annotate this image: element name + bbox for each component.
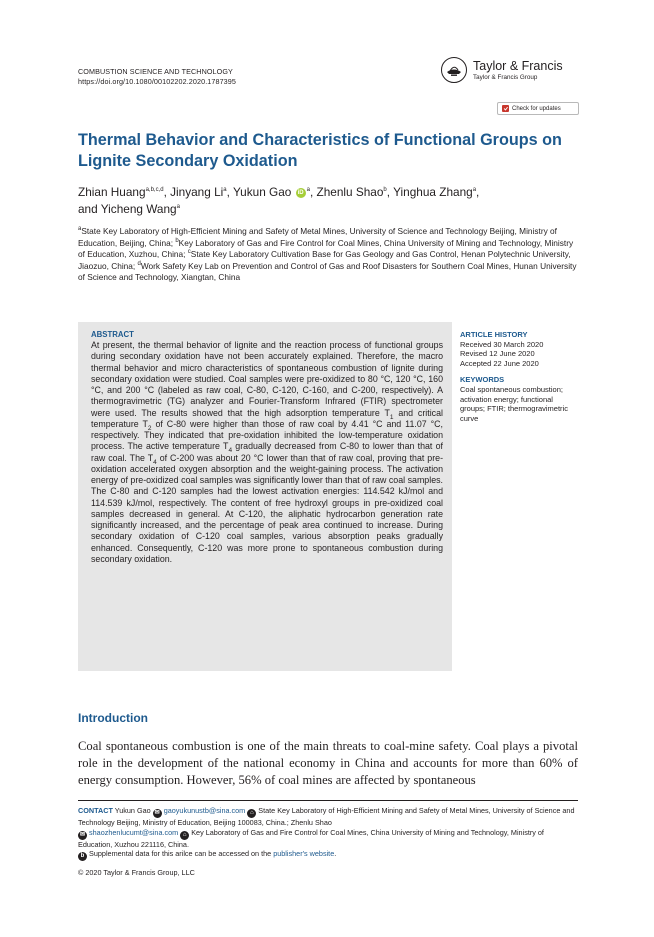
author-list: Zhian Huang$^{a,b,c,d}$, Jinyang Li$^a$, Yukun Gao iD $^a$, Zhenlu Shao$^b$, Yinghua Zhang$^a$, and Yicheng Wang$^a$ (78, 185, 480, 216)
journal-name: COMBUSTION SCIENCE AND TECHNOLOGY (78, 67, 233, 76)
revised-date: Revised 12 June 2020 (460, 349, 535, 359)
supplemental-icon: b (78, 852, 87, 861)
lamp-logo-icon (441, 57, 467, 83)
journal-header (78, 67, 236, 87)
check-for-updates-button[interactable] (497, 102, 579, 115)
article-info (460, 330, 580, 423)
introduction-text: Coal spontaneous combustion is one of the main threats to coal-mine safety. Coal plays a pivotal role in the development of the national economy in China and accounts for more than 60% of energy consumption. However, 56% of coal mines are affected by spontaneous (78, 739, 578, 788)
publisher-name: Taylor & Francis (473, 59, 563, 73)
abstract-heading: ABSTRACT (91, 330, 134, 339)
address-icon: ⌂ (180, 831, 189, 840)
keywords-text: Coal spontaneous combustion; activation energy; functional groups; FTIR; thermogravimetric curve (460, 384, 568, 423)
keywords-heading: KEYWORDS (460, 375, 505, 385)
affiliations: $^a$State Key Laboratory of High-Efficient Mining and Safety of Metal Mines, University of Science and Technology Beijing, Ministry of Education, Beijing, China; $^b$Key Laboratory of Gas and Fire Control for Coal Mines, China University of Mining and Technology, Ministry of Education, Xuzhou, China; $^c$State Key Laboratory Cultivation Base for Gas Geology and Gas Control, Henan Polytechnic University, Jiaozuo, China; $^d$Work Safety Key Lab on Prevention and Control of Gas and Roof Disasters for Southern Coal Mines, Hunan University of Science and Technology, Xiangtan, China (78, 226, 577, 282)
author[interactable]: Zhenlu Shao$^b$ (316, 185, 387, 199)
email-icon: ✉ (154, 810, 160, 816)
publisher-website-link[interactable]: publisher's website (273, 849, 335, 859)
author[interactable]: Zhian Huang$^{a,b,c,d}$ (78, 185, 164, 199)
copyright: © 2020 Taylor & Francis Group, LLC (78, 868, 195, 877)
journal-doi[interactable]: https://doi.org/10.1080/00102202.2020.1787395 (78, 77, 236, 86)
author[interactable]: Yinghua Zhang$^a$ (393, 185, 477, 199)
accepted-date: Accepted 22 June 2020 (460, 358, 539, 368)
abstract-text: At present, the thermal behavior of lignite and the reaction process of functional groups during secondary oxidation have not been accurately explained. Therefore, the macro thermal behavior and micro characteristics of spontaneous combustion of lignite during secondary oxidation were studied. Coal samples were pre-oxidized to 80 °C, 120 °C, 160 °C, and 200 °C (labeled as raw coal, C-80, C-120, C-160, and C-200, respectively). A thermogravimetric (TG) analyzer and Fourier-Transform Infrared (FTIR) spectrometer were used. The results showed that the high adsorption temperature $T_1$ and critical temperature $T_2$ of C-80 were higher than those of raw coal by 4.41 °C and 11.07 °C, respectively. They indicated that pre-oxidation inhibited the low-temperature oxidation process. The active temperature $T_4$ gradually decreased from C-80 to lower than that of raw coal. The $T_4$ of C-200 was about 20 °C lower than that of raw coal, proving that pre-oxidation accelerated oxygen absorption and the weight-gaining process. The activation energy of pre-oxidized coal samples was significantly lower than that of raw coal samples. The C-80 and C-120 samples had the lowest activation energies: 114.542 kJ/mol and 114.539 kJ/mol, respectively. The content of free hydroxyl groups in pre-oxidized coal samples decreased in general. At C-120, the aliphatic hydrocarbon generation rate significantly increased, and the percentage of peak area continued to increase. During secondary oxidation of C-120 coal samples, various absorption peaks gradually enhanced. Consequently, C-120 was more prone to spontaneous combustion during secondary oxidation. (91, 340, 444, 564)
email-link[interactable]: shaozhenlucumt@sina.com (89, 827, 179, 837)
contact-footnote: CONTACT Yukun Gao ✉ gaoyukunustb@sina.com ⌂ State Key Laboratory of High-Efficient Mining and Safety of Metal Mines, University of Science and Technology Beijing, Ministry of Education, Beijing 100083, China.; Zhenlu Shao ✉ shaozhenlucumt@sina.com ⌂ Key Laboratory of Gas and Fire Control for Coal Mines, China University of Mining and Technology, Ministry of Education, Xuzhou 221116, China. b Supplemental data for this arilce can be accessed on the publisher's website. (78, 806, 575, 860)
update-icon (502, 105, 509, 112)
footnote-divider (78, 800, 578, 801)
author[interactable]: and Yicheng Wang$^a$ (78, 202, 180, 216)
received-date: Received 30 March 2020 (460, 339, 544, 349)
email-icon: ✉ (79, 831, 86, 838)
orcid-icon[interactable]: iD (297, 189, 304, 196)
contact-label: CONTACT (78, 806, 113, 815)
publisher-group: Taylor & Francis Group (473, 74, 538, 81)
address-icon: ⌂ (247, 809, 256, 818)
email-link[interactable]: gaoyukunustb@sina.com (163, 806, 246, 815)
publisher-logo (441, 57, 581, 87)
article-title: Thermal Behavior and Characteristics of Functional Groups on Lignite Secondary Oxidation (78, 131, 562, 170)
article-history-heading: ARTICLE HISTORY (460, 330, 528, 339)
author[interactable]: Jinyang Li$^a$ (170, 185, 227, 199)
introduction-heading: Introduction (78, 711, 148, 725)
author[interactable]: Yukun Gao iD $^a$ (232, 185, 310, 199)
check-for-updates-label: Check for updates (512, 105, 561, 112)
